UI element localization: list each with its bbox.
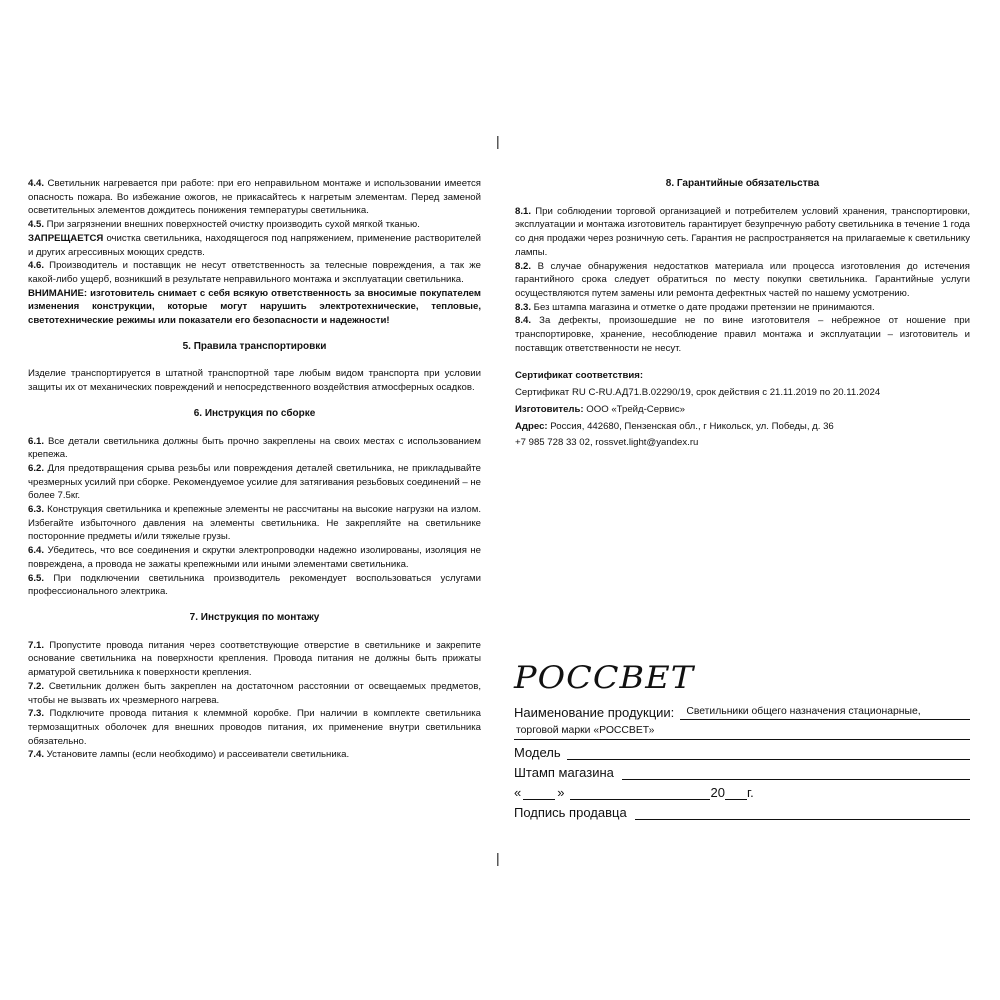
- certificate-label: Сертификат соответствия:: [515, 370, 644, 382]
- signature-label: Подпись продавца: [514, 805, 627, 820]
- item-text: Установите лампы (если необходимо) и рассеиватели светильника.: [44, 749, 350, 761]
- item-number: 6.1.: [28, 435, 45, 447]
- manufacturer-label: Изготовитель:: [515, 403, 584, 415]
- item-text: Производитель и поставщик не несут ответственность за телесные повреждения, а так же какой-либо ущерб, возникший в результате неправильного монтажа и эксплуатации светильника.: [28, 260, 481, 285]
- item-text: Конструкция светильника и крепежные элементы не рассчитаны на высокие нагрузки на излом. Избегайте избыточного давления на элементы светильника. Не закрепляйте на светильнике посторонние предметы и/или тяжелые грузы.: [28, 504, 481, 543]
- model-row: [514, 740, 970, 760]
- item-8-1: [515, 205, 970, 260]
- item-number: 7.2.: [28, 680, 45, 692]
- item-number: 4.6.: [28, 260, 45, 272]
- item-text: При загрязнении внешних поверхностей очистку производить сухой мягкой тканью.: [44, 219, 420, 231]
- stamp-label: Штамп магазина: [514, 765, 614, 780]
- item-4-4: [28, 177, 481, 218]
- item-number: 6.5.: [28, 572, 45, 584]
- item-8-4: [515, 314, 970, 355]
- product-value-2[interactable]: торговой марки «РОССВЕТ»: [514, 723, 970, 740]
- item-number: 4.4.: [28, 178, 45, 189]
- item-text: Без штампа магазина и отметке о дате продажи претензии не принимаются.: [531, 301, 875, 313]
- item-number: 8.3.: [515, 301, 532, 313]
- item-text: Светильник должен быть закреплен на достаточном расстоянии от освещаемых предметов, чтобы не вызвать их чрезмерного нагрева.: [28, 680, 481, 706]
- left-column: [28, 177, 481, 762]
- item-4-5: [28, 218, 481, 232]
- item-number: 6.4.: [28, 545, 45, 557]
- item-text: Светильник нагревается при работе: при его неправильном монтаже и использовании имеется опасность пожара. Во избежание ожогов, не прикасайтесь к нагретым элементам. Перед заменой осветительных элементов дождитесь понижения температуры светильника.: [28, 178, 481, 217]
- manufacturer-value: ООО «Трейд-Сервис»: [583, 403, 685, 415]
- item-text: При подключении светильника производитель рекомендует воспользоваться услугами профессионального электрика.: [28, 572, 481, 598]
- item-number: ЗАПРЕЩАЕТСЯ: [28, 232, 104, 244]
- section-5-title: 5. Правила транспортировки: [182, 340, 327, 352]
- page-mark-top: |: [496, 133, 500, 149]
- date-row: [514, 780, 970, 800]
- item-text: При соблюдении торговой организацией и потребителем условий хранения, транспортировки, эксплуатации и монтажа изготовитель гарантирует безупречную работу светильника в течение 1 года со дня продажи через розничную сеть. Гарантия не распространяется на прилагаемые к светильнику лампы.: [515, 205, 970, 258]
- item-number: 8.2.: [515, 260, 532, 272]
- right-column: [515, 177, 970, 453]
- section-8-title: 8. Гарантийные обязательства: [665, 178, 820, 189]
- item-number: 6.3.: [28, 504, 45, 516]
- page-mark-bottom: |: [496, 850, 500, 866]
- stamp-row: [514, 760, 970, 780]
- item-8-2: [515, 260, 970, 301]
- item-number: 6.2.: [28, 462, 45, 474]
- address: [515, 420, 970, 434]
- signature-row: [514, 800, 970, 820]
- item-text: Подключите провода питания к клеммной коробке. При наличии в комплекте светильника термозащитных оболочек для внешних проводов питания, их применение внутри светильника обязательно.: [28, 708, 481, 747]
- manufacturer: [515, 403, 970, 417]
- item-text: За дефекты, произошедшие не по вине изготовителя – небрежное от ношение при транспортировке, хранение, несоблюдение правил монтажа и эксплуатации – изготовитель и поставщик ответственности не несут.: [515, 315, 970, 354]
- item-6-1: [28, 435, 481, 462]
- item-4-6: [28, 259, 481, 286]
- section-7-title: 7. Инструкция по монтажу: [189, 611, 320, 623]
- item-7-3: [28, 707, 481, 748]
- item-number: 7.4.: [28, 749, 45, 761]
- date-year-prefix: 20: [710, 785, 725, 800]
- item-number: 8.1.: [515, 205, 532, 217]
- item-text: Пропустите провода питания через соответствующие отверстие в светильнике и закрепите основание светильника на поверхности крепления. Провода питания не должны быть прижаты арматурой светильника к поверхности крепления.: [28, 639, 481, 679]
- address-label: Адрес:: [515, 420, 548, 432]
- section-6-title: 6. Инструкция по сборке: [193, 407, 316, 419]
- item-number: 8.4.: [515, 315, 532, 327]
- product-label: Наименование продукции:: [514, 705, 675, 720]
- date-year-suffix: г.: [746, 785, 754, 800]
- item-7-4: [28, 748, 481, 762]
- model-label: Модель: [514, 745, 561, 760]
- item-forbidden: [28, 232, 481, 259]
- item-text: очистка светильника, находящегося под напряжением, применение растворителей и других агрессивных моющих средств.: [28, 232, 481, 258]
- date-open-quote: «: [514, 785, 522, 800]
- product-row: [514, 698, 970, 720]
- item-6-3: [28, 503, 481, 544]
- item-number: 4.5.: [28, 219, 45, 231]
- item-text: Все детали светильника должны быть прочно закреплены на своих местах с использованием крепежа.: [28, 435, 481, 461]
- address-value: Россия, 442680, Пензенская обл., г Никольск, ул. Победы, д. 36: [547, 420, 834, 432]
- item-text: В случае обнаружения недостатков материала или процесса изготовления до истечения гарантийного срока следует обратиться по месту покупки светильника. Гарантийные услуги осуществляются путем замены или ремонта дефектных частей по нашему усмотрению.: [515, 260, 970, 299]
- date-close-quote: »: [557, 785, 565, 800]
- warranty-form: [514, 658, 970, 820]
- contacts: +7 985 728 33 02, rossvet.light@yandex.ru: [515, 437, 699, 449]
- item-7-2: [28, 680, 481, 707]
- warning-text: ВНИМАНИЕ: изготовитель снимает с себя всякую ответственность за вносимые покупателем изменения конструкции, которые могут нарушить электротехнические, тепловые, светотехнические режимы или показатели его безопасности и надежности!: [28, 287, 481, 327]
- certificate-block: [515, 369, 970, 450]
- section-5-text: Изделие транспортируется в штатной транспортной таре любым видом транспорта при условии защиты их от механических повреждений и непосредственного воздействия атмосферных осадков.: [28, 368, 481, 394]
- item-8-3: [515, 301, 970, 315]
- item-text: Для предотвращения срыва резьбы или повреждения деталей светильника, не прикладывайте чрезмерных усилий при сборке. Рекомендуемое усилие для затягивания резьбовых соединений – не более 7.5кг.: [28, 462, 481, 502]
- brand-logo: РОССВЕТ: [514, 660, 695, 696]
- product-value-1[interactable]: Светильники общего назначения стационарные,: [680, 705, 970, 720]
- item-number: 7.1.: [28, 639, 45, 651]
- signature-field[interactable]: [635, 818, 970, 820]
- item-number: 7.3.: [28, 708, 45, 720]
- certificate-text: Сертификат RU С-RU.АД71.В.02290/19, срок действия с 21.11.2019 по 20.11.2024: [515, 387, 881, 399]
- item-text: Убедитесь, что все соединения и скрутки электропроводки надежно изолированы, изоляция не повреждена, а провода не зажаты крепежными или иными элементами светильника.: [28, 545, 481, 570]
- item-7-1: [28, 639, 481, 680]
- item-6-5: [28, 572, 481, 599]
- item-6-4: [28, 544, 481, 571]
- item-6-2: [28, 462, 481, 503]
